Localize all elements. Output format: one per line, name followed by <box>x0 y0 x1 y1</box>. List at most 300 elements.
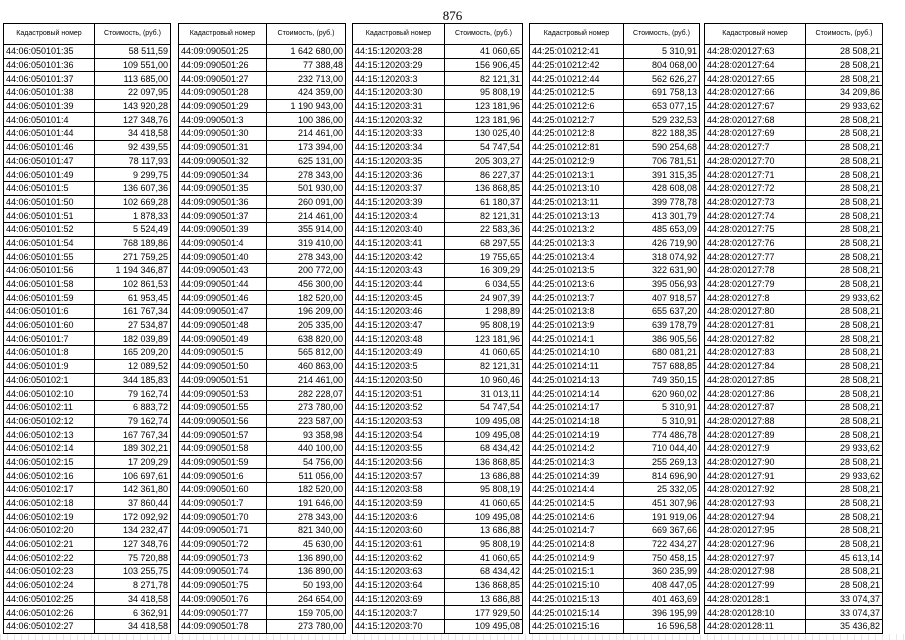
table-row <box>530 524 700 538</box>
table-row <box>4 455 171 469</box>
cost-value: 28 508,21 <box>806 45 883 59</box>
cadastral-number: 44:09:090501:6 <box>179 469 267 483</box>
cadastral-number: 44:28:020127:70 <box>705 154 806 168</box>
cost-value: 501 930,00 <box>267 181 346 195</box>
table-row <box>705 318 883 332</box>
cadastral-number: 44:15:120203:58 <box>353 483 445 497</box>
cadastral-number: 44:06:050101:50 <box>4 195 95 209</box>
cadastral-number: 44:06:050101:52 <box>4 222 95 236</box>
table-row <box>179 291 346 305</box>
table-row <box>4 277 171 291</box>
cadastral-number: 44:28:020127:90 <box>705 455 806 469</box>
cost-value: 17 209,29 <box>95 455 171 469</box>
cost-value: 28 508,21 <box>806 181 883 195</box>
cadastral-number: 44:28:020127:99 <box>705 578 806 592</box>
cost-value: 28 508,21 <box>806 209 883 223</box>
cadastral-number: 44:06:050101:51 <box>4 209 95 223</box>
cadastral-number: 44:06:050102:10 <box>4 387 95 401</box>
cadastral-number: 44:28:020127:8 <box>705 291 806 305</box>
table-row <box>530 222 700 236</box>
cost-value: 182 520,00 <box>267 291 346 305</box>
cadastral-number: 44:28:020127:98 <box>705 565 806 579</box>
table-row <box>705 400 883 414</box>
cost-value: 41 060,65 <box>445 496 523 510</box>
cadastral-number: 44:25:010215:14 <box>530 606 624 620</box>
cost-value: 109 495,08 <box>445 510 523 524</box>
cost-value: 25 332,05 <box>624 483 700 497</box>
cadastral-number: 44:09:090501:59 <box>179 455 267 469</box>
cost-value: 182 520,00 <box>267 483 346 497</box>
table-row <box>353 195 523 209</box>
cadastral-number: 44:28:020127:80 <box>705 305 806 319</box>
table-row <box>353 305 523 319</box>
cadastral-number: 44:15:120203:28 <box>353 45 445 59</box>
table-row <box>4 332 171 346</box>
table-row <box>179 305 346 319</box>
cost-value: 191 646,00 <box>267 496 346 510</box>
cadastral-number: 44:09:090501:4 <box>179 236 267 250</box>
table-row <box>530 154 700 168</box>
cost-value: 28 508,21 <box>806 154 883 168</box>
cost-value: 638 820,00 <box>267 332 346 346</box>
cost-value: 109 495,08 <box>445 414 523 428</box>
cost-value: 273 780,00 <box>267 619 346 633</box>
cadastral-number: 44:06:050102:14 <box>4 441 95 455</box>
cadastral-number: 44:06:050102:21 <box>4 537 95 551</box>
cost-value: 123 181,96 <box>445 332 523 346</box>
table-row <box>530 332 700 346</box>
cadastral-number: 44:09:090501:43 <box>179 264 267 278</box>
table-row <box>705 154 883 168</box>
cost-value: 282 228,07 <box>267 387 346 401</box>
cost-value: 54 756,00 <box>267 455 346 469</box>
table-row <box>705 86 883 100</box>
header-cost: Стоимость, (руб.) <box>445 24 523 45</box>
cost-value: 196 209,00 <box>267 305 346 319</box>
cost-value: 165 209,20 <box>95 346 171 360</box>
table-row <box>353 578 523 592</box>
table-row <box>705 606 883 620</box>
cadastral-number: 44:28:020127:69 <box>705 127 806 141</box>
table-row <box>705 222 883 236</box>
cost-value: 28 508,21 <box>806 72 883 86</box>
table-row <box>353 250 523 264</box>
cost-value: 319 410,00 <box>267 236 346 250</box>
table-row <box>4 606 171 620</box>
table-row <box>705 537 883 551</box>
cadastral-number: 44:25:010213:7 <box>530 291 624 305</box>
cadastral-number: 44:06:050101:38 <box>4 86 95 100</box>
cadastral-number: 44:06:050101:36 <box>4 58 95 72</box>
cost-value: 68 434,42 <box>445 441 523 455</box>
cost-value: 28 508,21 <box>806 264 883 278</box>
cadastral-number: 44:28:020127:81 <box>705 318 806 332</box>
cadastral-number: 44:25:010214:39 <box>530 469 624 483</box>
cost-value: 680 081,21 <box>624 346 700 360</box>
cadastral-number: 44:25:010214:14 <box>530 387 624 401</box>
cadastral-number: 44:15:120203:43 <box>353 264 445 278</box>
table-row <box>179 414 346 428</box>
cadastral-number: 44:28:020127:75 <box>705 222 806 236</box>
header-cost: Стоимость, (руб.) <box>806 24 883 45</box>
table-row <box>705 291 883 305</box>
cost-value: 41 060,65 <box>445 45 523 59</box>
cost-value: 113 685,00 <box>95 72 171 86</box>
cost-value: 13 686,88 <box>445 592 523 606</box>
cadastral-number: 44:09:090501:36 <box>179 195 267 209</box>
cadastral-number: 44:28:020127:9 <box>705 441 806 455</box>
cost-value: 768 189,86 <box>95 236 171 250</box>
table-row <box>179 592 346 606</box>
table-row <box>530 86 700 100</box>
table-row <box>4 387 171 401</box>
cadastral-number: 44:28:020127:64 <box>705 58 806 72</box>
table-row <box>353 113 523 127</box>
table-row <box>353 496 523 510</box>
table-row <box>179 619 346 633</box>
cost-value: 625 131,00 <box>267 154 346 168</box>
table-row <box>4 181 171 195</box>
cadastral-number: 44:25:010214:4 <box>530 483 624 497</box>
cadastral-number: 44:15:120203:51 <box>353 387 445 401</box>
cadastral-number: 44:28:020127:76 <box>705 236 806 250</box>
cost-value: 278 343,00 <box>267 250 346 264</box>
cadastral-number: 44:06:050102:20 <box>4 524 95 538</box>
cadastral-table-3 <box>352 23 523 634</box>
table-row <box>353 359 523 373</box>
cost-value: 156 906,45 <box>445 58 523 72</box>
cadastral-number: 44:25:010214:13 <box>530 373 624 387</box>
cadastral-number: 44:28:020128:10 <box>705 606 806 620</box>
table-row <box>179 318 346 332</box>
cadastral-number: 44:09:090501:71 <box>179 524 267 538</box>
cost-value: 821 340,00 <box>267 524 346 538</box>
cadastral-number: 44:09:090501:77 <box>179 606 267 620</box>
cost-value: 177 929,50 <box>445 606 523 620</box>
cost-value: 1 642 680,00 <box>267 45 346 59</box>
cost-value: 255 269,13 <box>624 455 700 469</box>
cadastral-number: 44:25:010214:1 <box>530 332 624 346</box>
cadastral-number: 44:25:010214:3 <box>530 455 624 469</box>
table-row <box>179 168 346 182</box>
cadastral-number: 44:09:090501:47 <box>179 305 267 319</box>
table-row <box>179 113 346 127</box>
table-row <box>353 483 523 497</box>
cadastral-number: 44:15:120203:61 <box>353 537 445 551</box>
table-row <box>353 291 523 305</box>
cost-value: 78 117,93 <box>95 154 171 168</box>
cost-value: 322 631,90 <box>624 264 700 278</box>
cost-value: 5 310,91 <box>624 45 700 59</box>
table-row <box>530 45 700 59</box>
cadastral-number: 44:25:010212:6 <box>530 99 624 113</box>
cost-value: 50 193,00 <box>267 578 346 592</box>
cadastral-number: 44:09:090501:28 <box>179 86 267 100</box>
cost-value: 6 034,55 <box>445 277 523 291</box>
table-row <box>530 469 700 483</box>
table-row <box>4 537 171 551</box>
table-row <box>4 578 171 592</box>
cost-value: 440 100,00 <box>267 441 346 455</box>
cadastral-number: 44:25:010213:6 <box>530 277 624 291</box>
cadastral-number: 44:06:050101:5 <box>4 181 95 195</box>
table-row <box>179 496 346 510</box>
cadastral-number: 44:09:090501:26 <box>179 58 267 72</box>
table-row <box>705 250 883 264</box>
cadastral-number: 44:06:050101:35 <box>4 45 95 59</box>
header-cadastral: Кадастровый номер <box>705 24 806 45</box>
cost-value: 28 508,21 <box>806 127 883 141</box>
cadastral-number: 44:28:020127:84 <box>705 359 806 373</box>
table-row <box>4 441 171 455</box>
table-row <box>353 127 523 141</box>
table-row <box>705 551 883 565</box>
table-row <box>705 305 883 319</box>
cadastral-number: 44:28:020127:94 <box>705 510 806 524</box>
table-row <box>4 510 171 524</box>
table-row <box>705 168 883 182</box>
cost-value: 749 350,15 <box>624 373 700 387</box>
table-row <box>179 140 346 154</box>
cadastral-number: 44:15:120203:31 <box>353 99 445 113</box>
table-row <box>353 537 523 551</box>
cost-value: 34 418,58 <box>95 592 171 606</box>
cost-value: 28 508,21 <box>806 236 883 250</box>
cadastral-number: 44:06:050102:18 <box>4 496 95 510</box>
cadastral-number: 44:15:120203:42 <box>353 250 445 264</box>
table-row <box>530 483 700 497</box>
cadastral-number: 44:15:120203:56 <box>353 455 445 469</box>
table-row <box>530 127 700 141</box>
cadastral-number: 44:25:010213:2 <box>530 222 624 236</box>
table-row <box>4 359 171 373</box>
cadastral-number: 44:25:010214:8 <box>530 537 624 551</box>
cost-value: 271 759,25 <box>95 250 171 264</box>
cadastral-number: 44:28:020127:83 <box>705 346 806 360</box>
cadastral-number: 44:06:050101:37 <box>4 72 95 86</box>
cadastral-number: 44:15:120203:59 <box>353 496 445 510</box>
table-row <box>530 99 700 113</box>
table-row <box>530 58 700 72</box>
table-row <box>530 592 700 606</box>
header-cadastral: Кадастровый номер <box>353 24 445 45</box>
cadastral-number: 44:15:120203:41 <box>353 236 445 250</box>
cadastral-number: 44:25:010214:7 <box>530 524 624 538</box>
cost-value: 706 781,51 <box>624 154 700 168</box>
cost-value: 590 254,68 <box>624 140 700 154</box>
cost-value: 1 878,33 <box>95 209 171 223</box>
cadastral-number: 44:09:090501:39 <box>179 222 267 236</box>
table-row <box>353 99 523 113</box>
cost-value: 28 508,21 <box>806 373 883 387</box>
cadastral-number: 44:25:010213:10 <box>530 181 624 195</box>
cadastral-number: 44:15:120203:44 <box>353 277 445 291</box>
cadastral-number: 44:15:120203:29 <box>353 58 445 72</box>
table-row <box>4 414 171 428</box>
cadastral-number: 44:28:020127:67 <box>705 99 806 113</box>
cost-value: 428 608,08 <box>624 181 700 195</box>
cadastral-table-5 <box>704 23 883 634</box>
table-row <box>179 537 346 551</box>
table-row <box>530 428 700 442</box>
table-row <box>530 619 700 633</box>
table-row <box>353 168 523 182</box>
cadastral-number: 44:28:020127:77 <box>705 250 806 264</box>
cadastral-number: 44:28:020128:1 <box>705 592 806 606</box>
table-row <box>353 524 523 538</box>
table-row <box>530 455 700 469</box>
cost-value: 28 508,21 <box>806 195 883 209</box>
table-row <box>179 455 346 469</box>
cadastral-number: 44:15:120203:64 <box>353 578 445 592</box>
table-row <box>353 387 523 401</box>
table-row <box>4 469 171 483</box>
table-row <box>179 72 346 86</box>
cadastral-number: 44:28:020127:7 <box>705 140 806 154</box>
cadastral-number: 44:09:090501:32 <box>179 154 267 168</box>
cadastral-number: 44:06:050102:16 <box>4 469 95 483</box>
table-row <box>4 86 171 100</box>
table-row <box>179 578 346 592</box>
cadastral-number: 44:09:090501:55 <box>179 400 267 414</box>
cadastral-number: 44:25:010215:16 <box>530 619 624 633</box>
cost-value: 86 227,37 <box>445 168 523 182</box>
table-row <box>530 510 700 524</box>
cost-value: 28 508,21 <box>806 222 883 236</box>
cost-value: 757 688,85 <box>624 359 700 373</box>
cost-value: 92 439,55 <box>95 140 171 154</box>
cadastral-number: 44:15:120203:30 <box>353 86 445 100</box>
cost-value: 205 303,27 <box>445 154 523 168</box>
cadastral-number: 44:06:050102:26 <box>4 606 95 620</box>
cost-value: 214 461,00 <box>267 209 346 223</box>
table-row <box>4 496 171 510</box>
cost-value: 407 918,57 <box>624 291 700 305</box>
cost-value: 100 386,00 <box>267 113 346 127</box>
cost-value: 31 013,11 <box>445 387 523 401</box>
cadastral-number: 44:28:020127:87 <box>705 400 806 414</box>
cadastral-number: 44:06:050102:25 <box>4 592 95 606</box>
cost-value: 10 960,46 <box>445 373 523 387</box>
table-row <box>530 113 700 127</box>
cadastral-number: 44:25:010213:5 <box>530 264 624 278</box>
cadastral-number: 44:09:090501:73 <box>179 551 267 565</box>
table-row <box>353 264 523 278</box>
cost-value: 102 669,28 <box>95 195 171 209</box>
cadastral-number: 44:25:010214:18 <box>530 414 624 428</box>
cost-value: 5 524,49 <box>95 222 171 236</box>
table-row <box>705 510 883 524</box>
cost-value: 653 077,15 <box>624 99 700 113</box>
table-row <box>4 58 171 72</box>
table-row <box>530 359 700 373</box>
cost-value: 318 074,92 <box>624 250 700 264</box>
table-row <box>530 551 700 565</box>
cost-value: 29 933,62 <box>806 99 883 113</box>
header-cadastral: Кадастровый номер <box>530 24 624 45</box>
cadastral-number: 44:25:010215:13 <box>530 592 624 606</box>
cost-value: 822 188,35 <box>624 127 700 141</box>
cost-value: 264 654,00 <box>267 592 346 606</box>
cadastral-number: 44:09:090501:40 <box>179 250 267 264</box>
cadastral-number: 44:15:120203:39 <box>353 195 445 209</box>
cost-value: 161 767,34 <box>95 305 171 319</box>
cost-value: 136 890,00 <box>267 565 346 579</box>
table-row <box>530 387 700 401</box>
table-row <box>705 565 883 579</box>
cost-value: 426 719,90 <box>624 236 700 250</box>
cost-value: 127 348,76 <box>95 537 171 551</box>
table-row <box>530 277 700 291</box>
cost-value: 391 315,35 <box>624 168 700 182</box>
cadastral-number: 44:28:020127:89 <box>705 428 806 442</box>
cost-value: 136 868,85 <box>445 181 523 195</box>
table-row <box>4 195 171 209</box>
cadastral-number: 44:28:020127:91 <box>705 469 806 483</box>
cost-value: 655 637,20 <box>624 305 700 319</box>
cadastral-number: 44:28:020127:88 <box>705 414 806 428</box>
table-row <box>353 619 523 633</box>
table-row <box>530 578 700 592</box>
cadastral-number: 44:25:010212:7 <box>530 113 624 127</box>
cadastral-number: 44:09:090501:35 <box>179 181 267 195</box>
cost-value: 29 933,62 <box>806 469 883 483</box>
cadastral-number: 44:25:010215:1 <box>530 565 624 579</box>
cadastral-number: 44:25:010212:5 <box>530 86 624 100</box>
cost-value: 28 508,21 <box>806 455 883 469</box>
cadastral-number: 44:25:010213:8 <box>530 305 624 319</box>
table-row <box>4 264 171 278</box>
table-row <box>705 578 883 592</box>
cost-value: 639 178,79 <box>624 318 700 332</box>
cost-value: 24 907,39 <box>445 291 523 305</box>
table-row <box>353 45 523 59</box>
table-row <box>530 236 700 250</box>
cadastral-number: 44:15:120203:40 <box>353 222 445 236</box>
cadastral-number: 44:15:120203:50 <box>353 373 445 387</box>
cost-value: 28 508,21 <box>806 496 883 510</box>
table-row <box>4 305 171 319</box>
table-row <box>4 250 171 264</box>
cadastral-number: 44:28:020127:78 <box>705 264 806 278</box>
cadastral-number: 44:25:010214:11 <box>530 359 624 373</box>
table-row <box>179 45 346 59</box>
cost-value: 37 860,44 <box>95 496 171 510</box>
table-row <box>179 250 346 264</box>
header-cadastral: Кадастровый номер <box>179 24 267 45</box>
cost-value: 28 508,21 <box>806 58 883 72</box>
cadastral-number: 44:06:050101:44 <box>4 127 95 141</box>
cost-value: 109 495,08 <box>445 428 523 442</box>
cadastral-number: 44:06:050102:1 <box>4 373 95 387</box>
table-row <box>530 496 700 510</box>
cadastral-number: 44:09:090501:76 <box>179 592 267 606</box>
cadastral-number: 44:28:020127:95 <box>705 524 806 538</box>
cadastral-number: 44:09:090501:29 <box>179 99 267 113</box>
cost-value: 456 300,00 <box>267 277 346 291</box>
cadastral-number: 44:28:020127:71 <box>705 168 806 182</box>
header-cost: Стоимость, (руб.) <box>95 24 171 45</box>
table-row <box>179 387 346 401</box>
cost-value: 451 307,96 <box>624 496 700 510</box>
cost-value: 13 686,88 <box>445 524 523 538</box>
cadastral-number: 44:15:120203:47 <box>353 318 445 332</box>
table-row <box>179 551 346 565</box>
table-row <box>353 606 523 620</box>
cadastral-number: 44:25:010212:81 <box>530 140 624 154</box>
cadastral-number: 44:06:050101:49 <box>4 168 95 182</box>
cost-value: 79 162,74 <box>95 387 171 401</box>
